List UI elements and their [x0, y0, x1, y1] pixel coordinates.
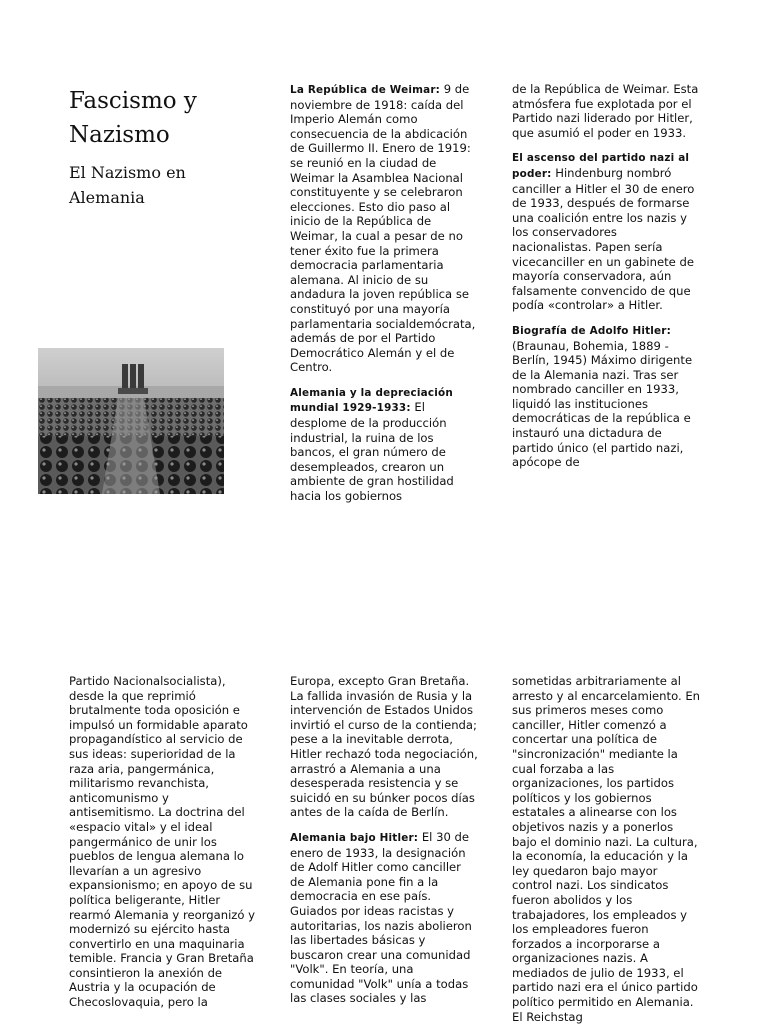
biografia-continued: Partido Nacionalsocialista), desde la que reprimió brutalmente toda oposición e impulsó un formidable aparato propagandístico al servicio de sus ideas: superioridad de la raza aria, pangermánica, militarismo revanchista, anticomunismo y antisemitismo. La doctrina del «espacio vital» y el ideal pangermánico de unir los pueblos de lengua alemana lo llevarían a un agresivo expansionismo; en apoyo de su política beligerante, Hitler rearmó Alemania y reorganizó y modernizó su ejército hasta convertirlo en una maquinaria temible. Francia y Gran Bretaña consintieron la anexión de Austria y la ocupación de Checoslovaquia, pero la — [69, 674, 256, 1010]
column-5 — [512, 674, 700, 1024]
nuremberg-rally-image — [38, 348, 224, 494]
biografia-text: (Braunau, Bohemia, 1889 - Berlín, 1945) Máximo dirigente de la Alemania nazi. Tras ser nombrado canciller en 1933, liquidó las instituciones democráticas de la república e instauró una dictadura de partido único (el partido nazi, apócope de — [512, 338, 693, 470]
ascenso-text: Hindenburg nombró canciller a Hitler el 30 de enero de 1933, después de formarse una coalición entre los nazis y los conservadores nacionalistas. Papen sería vicecanciller en un gabinete de mayoría conservadora, aún falsamente convencido de que podía «controlar» a Hitler. — [512, 165, 695, 313]
biografia-continued-2: Europa, excepto Gran Bretaña. La fallida invasión de Rusia y la intervención de Estados Unidos invirtió el curso de la contienda; pese a la inevitable derrota, Hitler rechazó toda negociación, arrastró a Alemania a una desesperada resistencia y se suicidó en su búnker pocos días antes de la caída de Berlín. — [290, 674, 478, 820]
depresion-paragraph — [290, 385, 478, 504]
weimar-heading: La República de Weimar: — [290, 84, 441, 96]
depresion-heading: Alemania y la depreciación mundial 1929-1933: — [290, 386, 453, 415]
page-title: Fascismo y Nazismo — [69, 88, 197, 148]
biografia-paragraph — [512, 323, 700, 470]
bajo-hitler-heading: Alemania bajo Hitler: — [290, 831, 419, 844]
biografia-heading: Biografía de Adolfo Hitler: — [512, 324, 671, 337]
ascenso-heading: El ascenso del partido nazi al poder: — [512, 152, 690, 180]
bajo-hitler-continued: sometidas arbitrariamente al arresto y al encarcelamiento. En sus primeros meses como canciller, Hitler comenzó a concertar una política de "sincronización" mediante la cual forzaba a las organizaciones, los partidos políticos y los gobiernos estatales a alinearse con los objetivos nazis y a ponerlos bajo el dominio nazi. La cultura, la economía, la educación y la ley quedaron bajo mayor control nazi. Los sindicatos fueron abolidos y los trabajadores, los empleados y los empleadores fueron forzados a incorporarse a organizaciones nazis. A mediados de julio de 1933, el partido nazi era el único partido político permitido en Alemania. El Reichstag — [512, 674, 700, 1024]
column-1 — [290, 82, 478, 510]
depresion-continued: de la República de Weimar. Esta atmósfera fue explotada por el Partido nazi liderado por Hitler, que asumió el poder en 1933. — [512, 82, 699, 140]
column-2 — [512, 82, 700, 510]
weimar-text: 9 de noviembre de 1918: caída del Imperio Alemán como consecuencia de la abdicación de Guillermo II. Enero de 1919: se reunió en la ciudad de Weimar la Asamblea Nacional constituyente y se celebraron elecciones. Esto dio paso al inicio de la República de Weimar, la cual a pesar de no tener éxito fue la primera democracia parlamentaria alemana. Al inicio de su andadura la joven república se constituyó por una mayoría parlamentaria socialdemócrata, además de por el Partido Democrático Alemán y el de Centro. — [290, 82, 476, 375]
depresion-text: El desplome de la producción industrial, la ruina de los bancos, el gran número de desempleados, crearon un ambiente de gran hostilidad hacia los gobiernos — [290, 400, 454, 504]
column-3 — [69, 674, 257, 1024]
column-4 — [290, 674, 478, 1024]
rally-photo — [38, 348, 224, 494]
bajo-hitler-paragraph — [290, 830, 478, 1006]
bajo-hitler-text: El 30 de enero de 1933, la designación de Adolf Hitler como canciller de Alemania pone fin a la democracia en ese país. Guiados por ideas racistas y autoritarias, los nazis abolieron las libertades básicas y buscaron crear una comunidad "Volk". En teoría, una comunidad "Volk" unía a todas las clases sociales y las — [290, 829, 472, 1006]
ascenso-paragraph — [512, 150, 700, 313]
weimar-paragraph — [290, 82, 478, 375]
page-subtitle: El Nazismo en Alemania — [69, 163, 186, 207]
